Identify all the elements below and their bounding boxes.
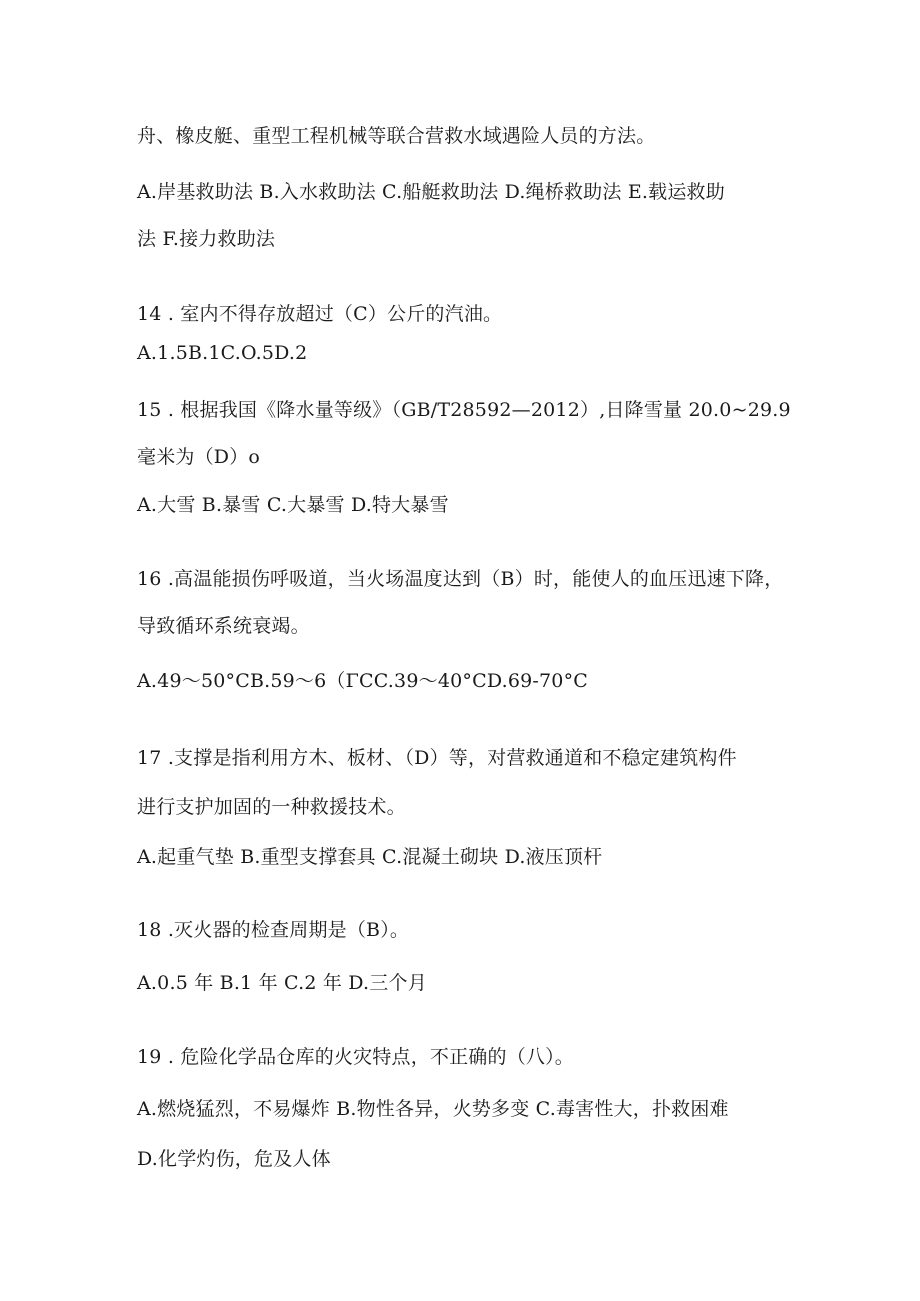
q13-options-line-1: A.岸基救助法 B.入水救助法 C.船艇救助法 D.绳桥救助法 E.载运救助 <box>137 181 725 203</box>
q14-stem: 14 . 室内不得存放超过（C）公斤的汽油。 <box>137 303 503 325</box>
q19-options-line-2: D.化学灼伤，危及人体 <box>137 1148 331 1170</box>
q14-options: A.1.5B.1C.O.5D.2 <box>137 342 308 364</box>
q18-options: A.0.5 年 B.1 年 C.2 年 D.三个月 <box>137 972 427 994</box>
q15-stem-line-1: 15 . 根据我国《降水量等级》（GB/T28592—2012）,日降雪量 20.0~29.9 <box>137 399 791 421</box>
q18-stem: 18 .灭火器的检查周期是（B）。 <box>137 919 410 941</box>
q16-stem-line-1: 16 .高温能损伤呼吸道，当火场温度达到（B）时，能使人的血压迅速下降， <box>137 568 784 590</box>
q15-stem-line-2: 毫米为（D）o <box>137 446 261 468</box>
q15-options: A.大雪 B.暴雪 C.大暴雪 D.特大暴雪 <box>137 494 449 516</box>
q17-stem-line-1: 17 .支撑是指利用方木、板材、（D）等，对营救通道和不稳定建筑构件 <box>137 747 737 769</box>
q17-stem-line-2: 进行支护加固的一种救援技术。 <box>137 796 406 818</box>
q13-stem-continuation: 舟、橡皮艇、重型工程机械等联合营救水域遇险人员的方法。 <box>137 125 656 147</box>
q13-options-line-2: 法 F.接力救助法 <box>137 228 276 250</box>
q19-stem: 19 . 危险化学品仓库的火灾特点，不正确的（八）。 <box>137 1046 574 1068</box>
q17-options: A.起重气垫 B.重型支撑套具 C.混凝土砌块 D.液压顶杆 <box>137 846 603 868</box>
q16-stem-line-2: 导致循环系统衰竭。 <box>137 615 310 637</box>
q19-options-line-1: A.燃烧猛烈，不易爆炸 B.物性各异，火势多变 C.毒害性大，扑救困难 <box>137 1098 729 1120</box>
q16-options: A.49～50°CB.59～6（ΓCC.39～40°CD.69-70°C <box>137 670 589 692</box>
